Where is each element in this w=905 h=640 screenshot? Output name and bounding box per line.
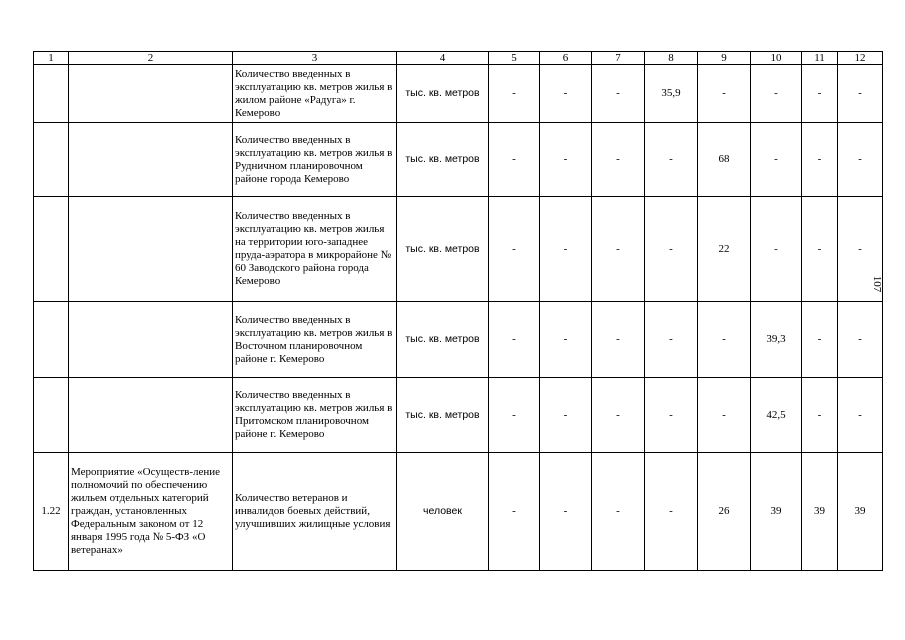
value-cell: - [645,123,698,197]
page-number: 107 [871,275,883,293]
value-cell: - [489,65,540,123]
value-cell: - [540,453,592,571]
measure-cell [69,197,233,302]
value-cell: - [489,123,540,197]
value-cell: - [645,302,698,378]
value-cell: 42,5 [751,378,802,453]
value-cell: - [838,123,883,197]
value-cell: - [838,302,883,378]
value-cell: - [540,302,592,378]
table-row [34,197,883,302]
table-row [34,123,883,197]
unit-cell: человек [397,453,489,571]
indicator-cell: Количество ветеранов и инвалидов боевых действий, улучшивших жилищные условия [233,453,397,571]
value-cell: - [838,378,883,453]
row-number-cell [34,302,69,378]
value-cell: - [838,65,883,123]
value-cell: - [592,197,645,302]
unit-cell: тыс. кв. метров [397,302,489,378]
column-number: 4 [397,52,489,65]
unit-cell: тыс. кв. метров [397,65,489,123]
indicator-cell: Количество введенных в эксплуатацию кв. метров жилья на территории юго-западнее пруда-аэратора в микрорайоне № 60 Заводского района города Кемерово [233,197,397,302]
value-cell: - [802,302,838,378]
value-cell: - [540,378,592,453]
measure-cell [69,123,233,197]
indicator-cell: Количество введенных в эксплуатацию кв. метров жилья в жилом районе «Радуга» г. Кемерово [233,65,397,123]
value-cell: 68 [698,123,751,197]
column-number: 6 [540,52,592,65]
column-number: 5 [489,52,540,65]
row-number-cell: 1.22 [34,453,69,571]
value-cell: - [592,65,645,123]
value-cell: - [540,65,592,123]
value-cell: - [698,378,751,453]
column-number: 10 [751,52,802,65]
value-cell: - [751,123,802,197]
column-number: 8 [645,52,698,65]
value-cell: - [592,453,645,571]
measure-cell [69,378,233,453]
value-cell: - [489,197,540,302]
value-cell: 39,3 [751,302,802,378]
row-number-cell [34,378,69,453]
row-number-cell [34,123,69,197]
column-number: 7 [592,52,645,65]
value-cell: 26 [698,453,751,571]
row-number-cell [34,197,69,302]
column-number: 3 [233,52,397,65]
value-cell: - [592,378,645,453]
value-cell: - [489,378,540,453]
unit-cell: тыс. кв. метров [397,378,489,453]
value-cell: 39 [751,453,802,571]
value-cell: 39 [838,453,883,571]
indicator-cell: Количество введенных в эксплуатацию кв. метров жилья в Восточном планировочном районе г. Кемерово [233,302,397,378]
indicator-cell: Количество введенных в эксплуатацию кв. метров жилья в Притомском планировочном районе г. Кемерово [233,378,397,453]
value-cell: - [592,302,645,378]
value-cell: - [751,197,802,302]
table-row [34,453,883,571]
value-cell: - [645,378,698,453]
measure-cell [69,302,233,378]
value-cell: - [489,453,540,571]
value-cell: - [751,65,802,123]
value-cell: - [802,378,838,453]
row-number-cell [34,65,69,123]
value-cell: - [489,302,540,378]
value-cell: - [645,197,698,302]
indicator-cell: Количество введенных в эксплуатацию кв. метров жилья в Рудничном планировочном районе города Кемерово [233,123,397,197]
table-row [34,65,883,123]
column-number: 1 [34,52,69,65]
value-cell: - [540,123,592,197]
column-number: 12 [838,52,883,65]
value-cell: 22 [698,197,751,302]
column-number-row [34,52,883,65]
value-cell: - [802,197,838,302]
value-cell: 39 [802,453,838,571]
value-cell: - [645,453,698,571]
value-cell: - [540,197,592,302]
measure-cell [69,65,233,123]
program-indicators-table [33,51,883,571]
column-number: 11 [802,52,838,65]
measure-cell: Мероприятие «Осуществ-ление полномочий по обеспечению жильем отдельных категорий граждан, установленных Федеральным законом от 12 января 1995 года № 5-ФЗ «О ветеранах» [69,453,233,571]
value-cell: - [698,65,751,123]
value-cell: - [592,123,645,197]
column-number: 9 [698,52,751,65]
value-cell: - [838,197,883,302]
value-cell: 35,9 [645,65,698,123]
value-cell: - [802,123,838,197]
unit-cell: тыс. кв. метров [397,123,489,197]
table-row [34,302,883,378]
value-cell: - [802,65,838,123]
column-number: 2 [69,52,233,65]
value-cell: - [698,302,751,378]
unit-cell: тыс. кв. метров [397,197,489,302]
table-row [34,378,883,453]
